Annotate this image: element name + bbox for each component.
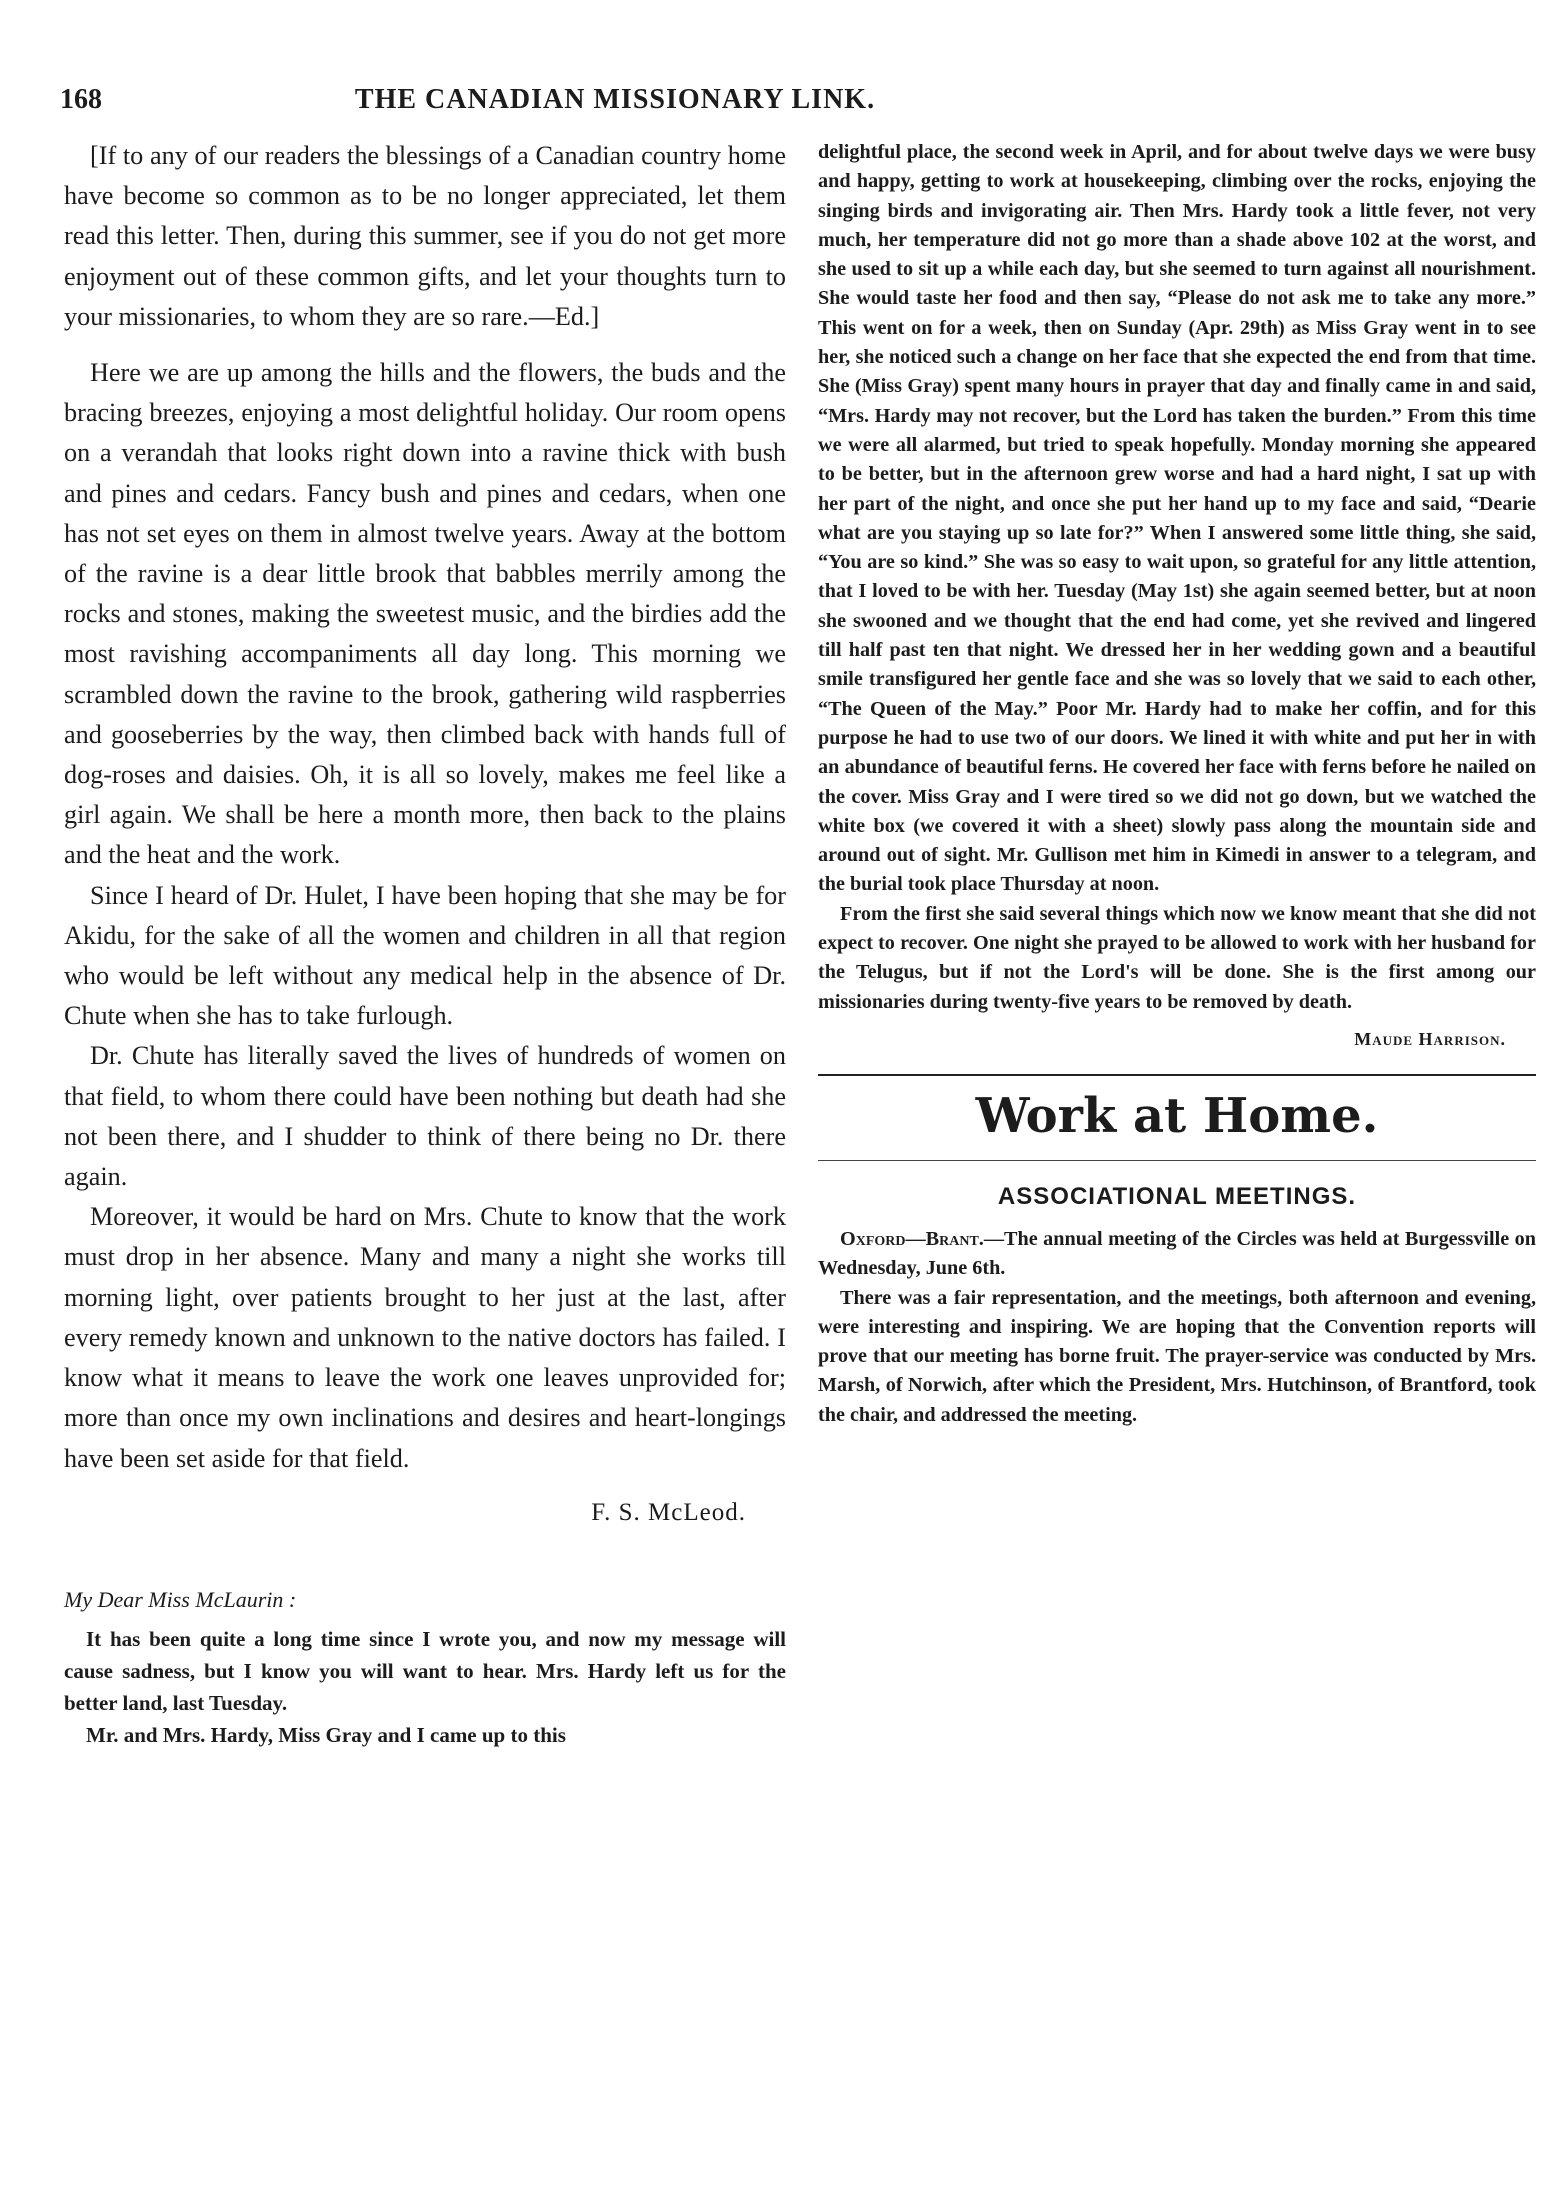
letter-paragraph: Mr. and Mrs. Hardy, Miss Gray and I came up to this xyxy=(86,1722,566,1747)
letter-paragraph: Since I heard of Dr. Hulet, I have been hoping that she may be for Akidu, for the sake of all the women and children in all that region who would be left without any medical help in the absence of Dr. Chute when she has to take furlough. xyxy=(64,880,786,1031)
letter-paragraph: From the first she said several things which now we know meant that she did not expect to recover. One night she prayed to be allowed to work with her husband for the Telugus, but if not the Lord's will be done. She is the first among our missionaries during twenty-five years to be removed by death. xyxy=(818,902,1536,1013)
report-paragraph: There was a fair representation, and the meetings, both afternoon and evening, were interesting and inspiring. We are hoping that the Convention reports will prove that our meeting has borne fruit. The prayer-service was conducted by Mrs. Marsh, of Norwich, after which the President, Mrs. Hutchinson, of Brantford, took the chair, and addressed the meeting. xyxy=(818,1286,1536,1426)
left-column xyxy=(64,136,786,1751)
letter-paragraph: Dr. Chute has literally saved the lives of hundreds of women on that field, to whom there could have been nothing but death had she not been there, and I shudder to think of there being no Dr. there again. xyxy=(64,1041,786,1192)
report-paragraph xyxy=(818,1225,1536,1284)
signature: Maude Harrison. xyxy=(1354,1028,1506,1049)
journal-title: THE CANADIAN MISSIONARY LINK. xyxy=(354,84,876,115)
section-divider xyxy=(818,1160,1536,1161)
section-heading: Work at Home. xyxy=(975,1087,1379,1144)
report-text: —The annual meeting of the Circles was held at Burgessville on Wednesday, June 6th. xyxy=(818,1227,1536,1280)
editor-note: [If to any of our readers the blessings of a Canadian country home have become so common as to be no longer appreciated, let them read this letter. Then, during this summer, see if you do not get more enjoyment out of these common gifts, and let your thoughts turn to your missionaries, to whom they are so rare.—Ed.] xyxy=(64,141,786,331)
subheading: ASSOCIATIONAL MEETINGS. xyxy=(997,1182,1357,1210)
signature: F. S. McLeod. xyxy=(591,1498,746,1526)
letter-paragraph: Here we are up among the hills and the flowers, the buds and the bracing breezes, enjoying a most delightful holiday. Our room opens on a verandah that looks right down into a ravine thick with bush and pines and cedars. Fancy bush and pines and cedars, when one has not set eyes on them in almost twelve years. Away at the bottom of the ravine is a dear little brook that babbles merrily among the rocks and stones, making the sweetest music, and the birdies add the most ravishing accompaniments all day long. This morning we scrambled down the ravine to the brook, gathering wild raspberries and gooseberries by the way, then climbed back with hands full of dog-roses and daisies. Oh, it is all so lovely, makes me feel like a girl again. We shall be here a month more, then back to the plains and the heat and the work. xyxy=(64,358,786,870)
salutation: My Dear Miss McLaurin : xyxy=(64,1586,297,1612)
section-divider xyxy=(818,1074,1536,1076)
right-column xyxy=(818,138,1536,1430)
letter-paragraph: Moreover, it would be hard on Mrs. Chute to know that the work must drop in her absence. Many and many a night she works till morning light, over patients brought to her just at the last, after every remedy known and unknown to the native doctors has failed. I know what it means to leave the work one leaves unprovided for; more than once my own inclinations and desires and heart-longings have been set aside for that field. xyxy=(64,1202,786,1473)
running-header xyxy=(60,84,1170,124)
page-number: 168 xyxy=(60,84,102,115)
letter-paragraph: It has been quite a long time since I wrote you, and now my message will cause sadness, but I know you will want to hear. Mrs. Hardy left us for the better land, last Tuesday. xyxy=(64,1626,786,1715)
report-lead: Oxford—Brant. xyxy=(840,1227,984,1250)
letter-paragraph: delightful place, the second week in April, and for about twelve days we were busy and happy, getting to work at housekeeping, climbing over the rocks, enjoying the singing birds and invigorating air. Then Mrs. Hardy took a little fever, not very much, her temperature did not go more than a shade above 102 at the worst, and she used to sit up a while each day, but she seemed to turn against all nourishment. She would taste her food and then say, “Please do not ask me to take any more.” This went on for a week, then on Sunday (Apr. 29th) as Miss Gray went in to see her, she noticed such a change on her face that she expected the end from that time. She (Miss Gray) spent many hours in prayer that day and finally came in and said, “Mrs. Hardy may not recover, but the Lord has taken the burden.” From this time we were all alarmed, but tried to speak hopefully. Monday morning she appeared to be better, but in the afternoon grew worse and had a hard night, I sat up with her part of the night, and once she put her hand up to my face and said, “Dearie what are you staying up so late for?” When I answered some little thing, she said, “You are so kind.” She was so easy to wait upon, so grateful for any little attention, that I loved to be with her. Tuesday (May 1st) she again seemed better, but at noon she swooned and we thought that the end had come, yet she revived and lingered till half past ten that night. We dressed her in her wedding gown and a beautiful smile transfigured her gentle face and she was so lovely that we said to each other, “The Queen of the May.” Poor Mr. Hardy had to make her coffin, and for this purpose he had to use two of our doors. We lined it with white and put her in with an abundance of beautiful ferns. He covered her face with ferns before he nailed on the cover. Miss Gray and I were tired so we did not go down, but we watched the white box (we covered it with a sheet) slowly pass along the mountain side and around out of sight. Mr. Gullison met him in Kimedi in answer to a telegram, and the burial took place Thursday at noon. xyxy=(818,141,1536,896)
